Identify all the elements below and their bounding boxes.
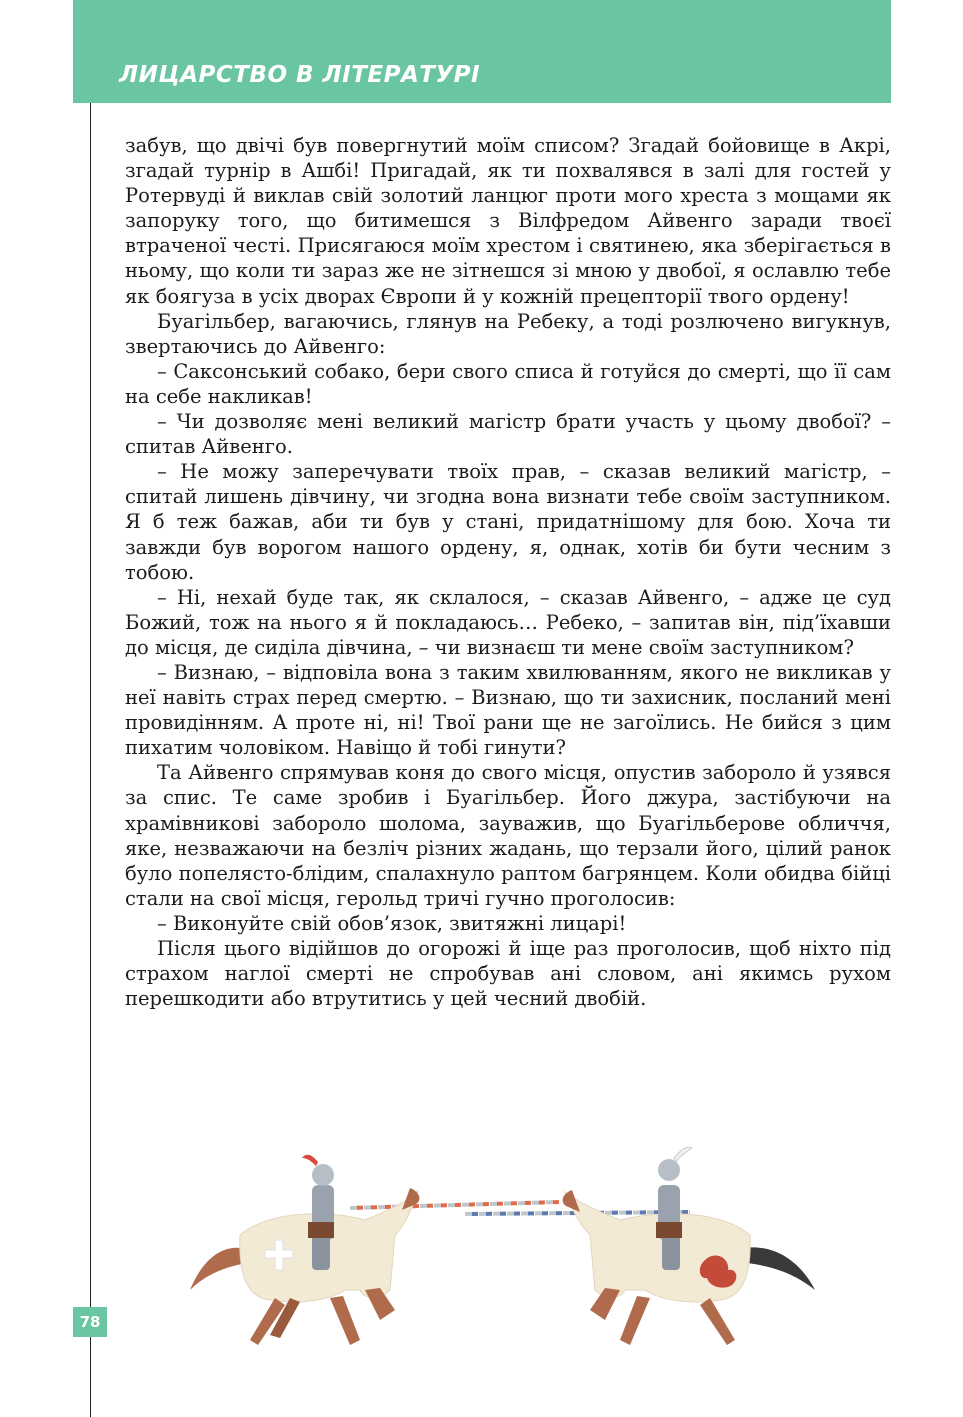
paragraph: – Ні, нехай буде так, як склалося, – сказав Айвенго, – адже це суд Божий, тож на нього я й покладаюсь… Ребеко, – запитав він, під’їхавши до місця, де сиділа дівчина, – чи визнаєш ти мене своїм заступником? — [125, 585, 891, 659]
jousting-knights-illustration — [180, 1140, 820, 1365]
paragraph: Буагільбер, вагаючись, глянув на Ребеку, а тоді розлючено вигукнув, звертаючись до Айвенго: — [125, 309, 891, 358]
right-knight — [563, 1147, 815, 1345]
page-number: 78 — [73, 1307, 107, 1337]
paragraph: – Визнаю, – відповіла вона з таким хвилюванням, якого не викликав у неї навіть страх перед смертю. – Визнаю, що ти захисник, посланий мені провидінням. А проте ні, ні! Твої рани ще не загоїлись. Не бийся з цим пихатим чоловіком. Навіщо й тобі гинути? — [125, 660, 891, 760]
paragraph: – Саксонський собако, бери свого списа й готуйся до смерті, що її сам на себе накликав! — [125, 359, 891, 408]
paragraph: – Чи дозволяє мені великий магістр брати участь у цьому двобої? – спитав Айвенго. — [125, 410, 891, 459]
left-knight — [190, 1155, 419, 1345]
margin-rule — [90, 103, 91, 1417]
paragraph: – Не можу заперечувати твоїх прав, – сказав великий магістр, – спитай лишень дівчину, чи згодна вона визнати тебе своїм заступником. Я б теж бажав, аби ти був у стані, придатнішому для бою. Хоча ти завжди був ворогом нашого ордену, я, однак, хотів би бути чесним з тобою. — [125, 460, 891, 584]
chapter-header — [73, 0, 891, 103]
chapter-title: ЛИЦАРСТВО В ЛІТЕРАТУРІ — [119, 62, 481, 88]
paragraph: забув, що двічі був повергнутий моїм списом? Згадай бойовище в Акрі, згадай турнір в Ашбі! Пригадай, як ти похвалявся в залі для гостей у Ротервуді й виклав свій золотий ланцюг проти мого хреста з мощами як запоруку того, що битимешся з Вілфредом Айвенго заради твоєї втраченої честі. Присягаюся моїм хрестом і святинею, яка зберігається в ньому, що коли ти зараз же не зітнешся зі мною у двобої, я ославлю тебе як боягуза в усіх дворах Європи й у кожній прецепторії твого ордену! — [125, 134, 891, 308]
body-text — [125, 133, 891, 1011]
paragraph: Та Айвенго спрямував коня до свого місця, опустив забороло й узявся за спис. Те саме зробив і Буагільбер. Його джура, застібуючи на храмівникові забороло шолома, зауважив, що Буагільберове обличчя, яке, незважаючи на безліч різних жадань, що терзали його, цілий ранок було попелясто-блідим, спалахнуло раптом багрянцем. Коли обидва бійці стали на свої місця, герольд тричі гучно проголосив: — [125, 761, 891, 910]
paragraph: – Виконуйте свій обов’язок, звитяжні лицарі! — [157, 911, 627, 935]
paragraph: Після цього відійшов до огорожі й іще раз проголосив, щоб ніхто під страхом наглої смерті не спробував ані словом, ані якимсь рухом перешкодити або втрутитись у цей чесний двобій. — [125, 937, 891, 1011]
